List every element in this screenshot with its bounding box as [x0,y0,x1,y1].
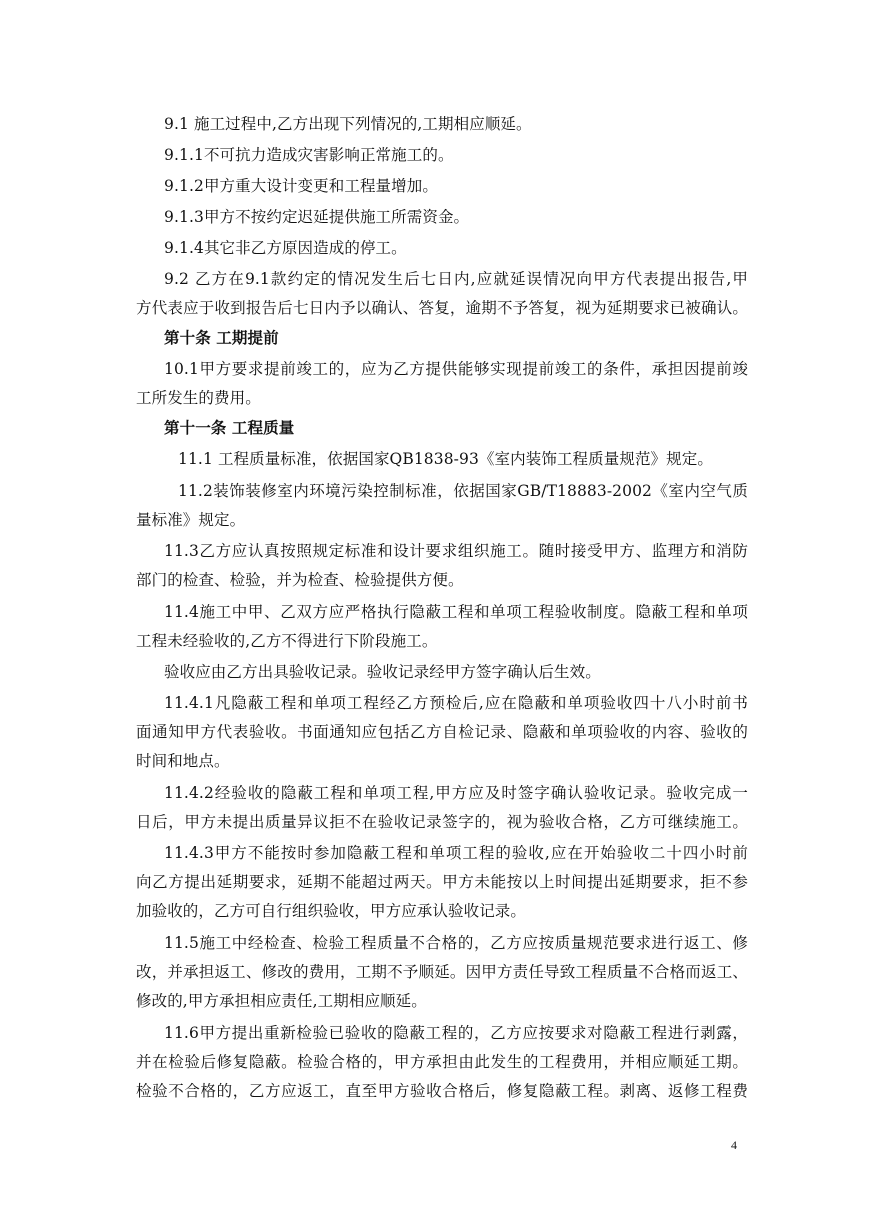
clause-9-2-line-1: 9.2 乙方在9.1款约定的情况发生后七日内,应就延误情况向甲方代表提出报告,甲 [164,270,748,288]
acceptance-record-note: 验收应由乙方出具验收记录。验收记录经甲方签字确认后生效。 [164,663,601,681]
clause-11-3-line-2: 部门的检查、检验，并为检查、检验提供方便。 [136,571,464,589]
clause-9-1: 9.1 施工过程中,乙方出现下列情况的,工期相应顺延。 [164,115,532,133]
page-number: 4 [731,1138,737,1152]
clause-11-2-line-2: 量标准》规定。 [136,511,246,529]
clause-10-1-line-1: 10.1甲方要求提前竣工的，应为乙方提供能够实现提前竣工的条件，承担因提前竣 [164,360,748,378]
clause-11-3-line-1: 11.3乙方应认真按照规定标准和设计要求组织施工。随时接受甲方、监理方和消防 [164,542,748,560]
clause-11-4-line-1: 11.4施工中甲、乙双方应严格执行隐蔽工程和单项工程验收制度。隐蔽工程和单项 [164,603,748,621]
clause-9-1-3: 9.1.3甲方不按约定迟延提供施工所需资金。 [164,208,470,226]
clause-11-6-line-2: 并在检验后修复隐蔽。检验合格的，甲方承担由此发生的工程费用，并相应顺延工期。 [136,1053,748,1071]
clause-9-2-line-2: 方代表应于收到报告后七日内予以确认、答复，逾期不予答复，视为延期要求已被确认。 [136,299,748,317]
clause-11-6-line-1: 11.6甲方提出重新检验已验收的隐蔽工程的，乙方应按要求对隐蔽工程进行剥露， [164,1024,748,1042]
clause-11-5-line-1: 11.5施工中经检查、检验工程质量不合格的，乙方应按质量规范要求进行返工、修 [164,934,748,952]
clause-11-1: 11.1 工程质量标准，依据国家QB1838-93《室内装饰工程质量规范》规定。 [178,450,713,468]
article-11-heading: 第十一条 工程质量 [164,418,295,437]
clause-10-1-line-2: 工所发生的费用。 [136,389,261,407]
clause-11-4-3-line-1: 11.4.3甲方不能按时参加隐蔽工程和单项工程的验收,应在开始验收二十四小时前 [164,844,748,862]
clause-11-4-1-line-2: 面通知甲方代表验收。书面通知应包括乙方自检记录、隐蔽和单项验收的内容、验收的 [136,723,748,741]
article-10-heading: 第十条 工期提前 [164,328,279,347]
clause-11-6-line-3: 检验不合格的，乙方应返工，直至甲方验收合格后，修复隐蔽工程。剥离、返修工程费 [136,1082,748,1100]
clause-11-4-2-line-2: 日后，甲方未提出质量异议拒不在验收记录签字的，视为验收合格，乙方可继续施工。 [136,813,748,831]
clause-9-1-2: 9.1.2甲方重大设计变更和工程量增加。 [164,177,438,195]
clause-11-5-line-3: 修改的,甲方承担相应责任,工期相应顺延。 [136,992,427,1010]
clause-11-4-1-line-3: 时间和地点。 [136,752,230,770]
clause-9-1-1: 9.1.1不可抗力造成灾害影响正常施工的。 [164,146,454,164]
clause-11-4-1-line-1: 11.4.1凡隐蔽工程和单项工程经乙方预检后,应在隐蔽和单项验收四十八小时前书 [164,694,748,712]
clause-9-1-4: 9.1.4其它非乙方原因造成的停工。 [164,239,407,257]
clause-11-5-line-2: 改，并承担返工、修改的费用，工期不予顺延。因甲方责任导致工程质量不合格而返工、 [136,963,748,981]
clause-11-4-2-line-1: 11.4.2经验收的隐蔽工程和单项工程,甲方应及时签字确认验收记录。验收完成一 [164,784,748,802]
clause-11-4-3-line-2: 向乙方提出延期要求，延期不能超过两天。甲方未能按以上时间提出延期要求，拒不参 [136,873,748,891]
clause-11-4-line-2: 工程未经验收的,乙方不得进行下阶段施工。 [136,632,438,650]
clause-11-4-3-line-3: 加验收的，乙方可自行组织验收，甲方应承认验收记录。 [136,902,527,920]
clause-11-2-line-1: 11.2装饰装修室内环境污染控制标准，依据国家GB/T18883-2002《室内空气质 [178,482,748,500]
